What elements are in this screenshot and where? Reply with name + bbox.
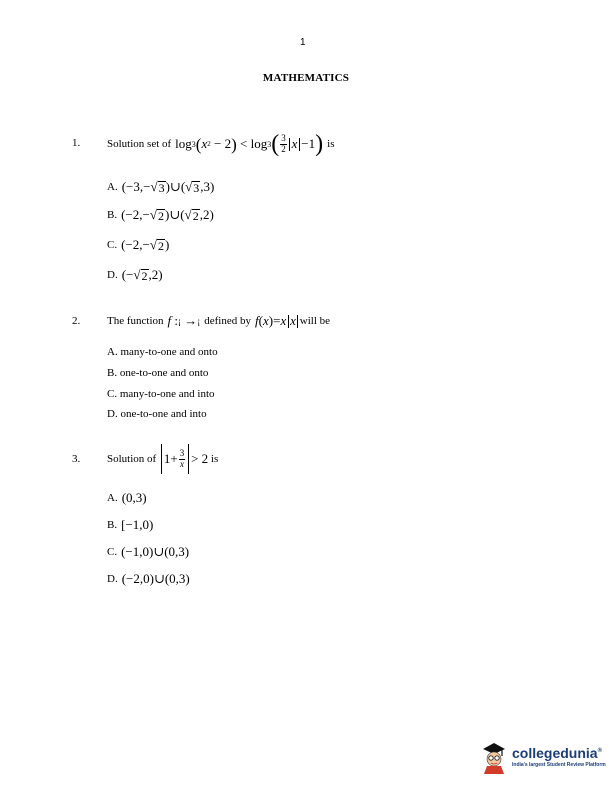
q2-option-b[interactable]: B. one-to-one and onto: [107, 367, 209, 379]
question-2-number: 2.: [72, 315, 81, 327]
question-1-number: 1.: [72, 137, 81, 149]
q3-option-c[interactable]: C. (−1,0)∪(0,3): [107, 544, 190, 559]
q1-option-c[interactable]: C. (−2,− √ 2 ): [107, 237, 170, 253]
q1-fraction: $\frac{3}{2}$: [281, 133, 286, 154]
question-1-text: [107, 128, 334, 160]
q1-option-b[interactable]: B. (−2,− √ 2 )∪( √ 2 ,2): [107, 207, 214, 223]
q2-option-c[interactable]: C. many-to-one and into: [107, 388, 215, 400]
q3-option-a[interactable]: A. (0,3): [107, 490, 147, 505]
q1-lead: Solution set of: [107, 138, 172, 150]
question-2-text: The function f : ¡ → ¡ defined by f ( x ) = x x will be: [107, 313, 331, 328]
q2-mapping: f : ¡ → ¡: [167, 313, 201, 328]
logo-name: collegedunia®: [512, 745, 602, 761]
q3-option-b[interactable]: B. [−1,0): [107, 517, 154, 532]
collegedunia-logo[interactable]: [480, 740, 606, 774]
q3-expression: 1 + $\frac{3}{x}$ > 2: [163, 448, 209, 469]
q2-option-d[interactable]: D. one-to-one and into: [107, 408, 207, 420]
q1-option-a[interactable]: A. (−3,− √ 3 )∪( √ 3 ,3): [107, 179, 215, 195]
question-3-text: Solution of 1 + $\frac{3}{x}$ > 2 is: [107, 441, 218, 477]
page-number: 1: [300, 37, 306, 48]
q1-option-d[interactable]: D. (− √ 2 ,2): [107, 267, 163, 283]
q1-expression: log 3 ( x 2 − 2 ) < log 3 ( $\frac{3}{2}$ x − 1 ): [175, 131, 324, 157]
mascot-icon: [480, 740, 508, 774]
q2-definition: f ( x ) = x x: [255, 313, 296, 328]
q2-option-a[interactable]: A. many-to-one and onto: [107, 346, 218, 358]
q3-fraction: $\frac{3}{x}$: [179, 448, 185, 469]
page-title: MATHEMATICS: [262, 72, 350, 84]
q3-option-d[interactable]: D. (−2,0)∪(0,3): [107, 571, 190, 586]
q1-tail: is: [327, 138, 335, 150]
logo-tagline: India's largest Student Review Platform: [512, 762, 606, 768]
question-3-number: 3.: [72, 453, 81, 465]
